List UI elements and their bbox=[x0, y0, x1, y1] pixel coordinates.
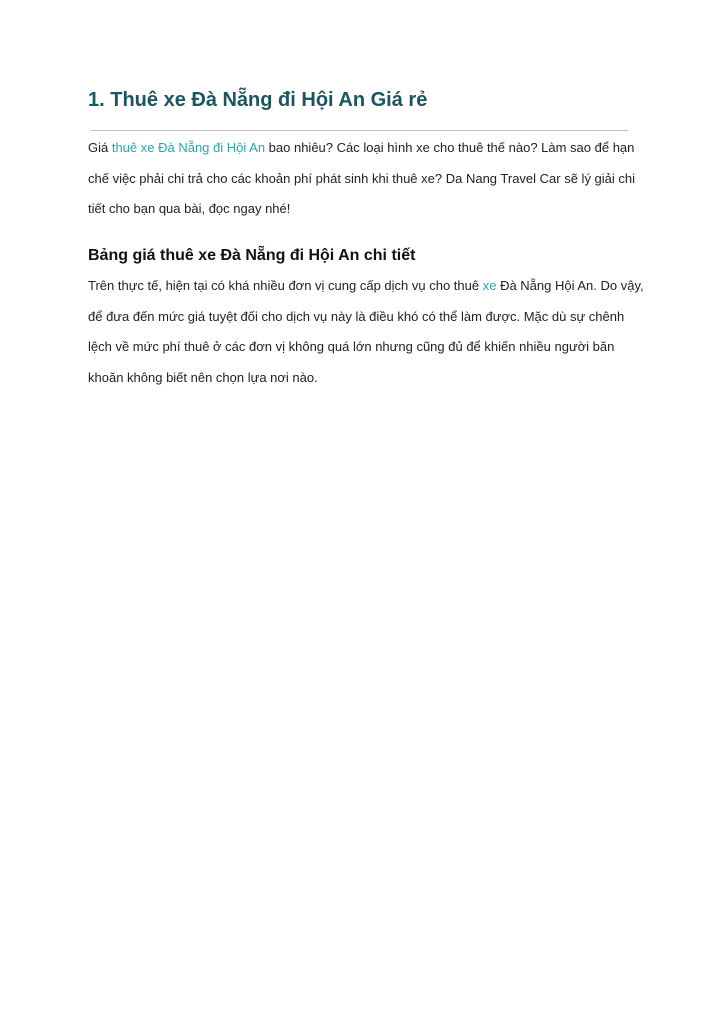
intro-paragraph bbox=[88, 133, 648, 225]
section-paragraph bbox=[88, 271, 648, 393]
section-heading: Bảng giá thuê xe Đà Nẵng đi Hội An chi tiết bbox=[88, 247, 416, 264]
intro-text-before-link: Giá bbox=[88, 140, 112, 155]
section-car-link[interactable]: xe bbox=[482, 278, 497, 293]
title-divider bbox=[91, 130, 628, 131]
intro-text-after-link: bao nhiêu? Các loại hình xe cho thuê thế nào? Làm sao để hạn chế việc phải chi trả cho các khoản phí phát sinh khi thuê xe? Da Nang Travel Car sẽ lý giải chi tiết cho bạn qua bài, đọc ngay nhé! bbox=[88, 140, 636, 217]
page-title: 1. Thuê xe Đà Nẵng đi Hội An Giá rẻ bbox=[88, 89, 428, 111]
section-text-before-link: Trên thực tế, hiện tại có khá nhiều đơn vị cung cấp dịch vụ cho thuê bbox=[88, 278, 483, 293]
intro-rental-link[interactable]: thuê xe Đà Nẵng đi Hội An bbox=[111, 140, 266, 155]
section-text-after-link: Đà Nẵng Hội An. Do vậy, để đưa đến mức giá tuyệt đối cho dịch vụ này là điều khó có thể làm được. Mặc dù sự chênh lệch về mức phí thuê ở các đơn vị không quá lớn nhưng cũng đủ để khiến nhiều người băn khoăn không biết nên chọn lựa nơi nào. bbox=[88, 278, 644, 385]
